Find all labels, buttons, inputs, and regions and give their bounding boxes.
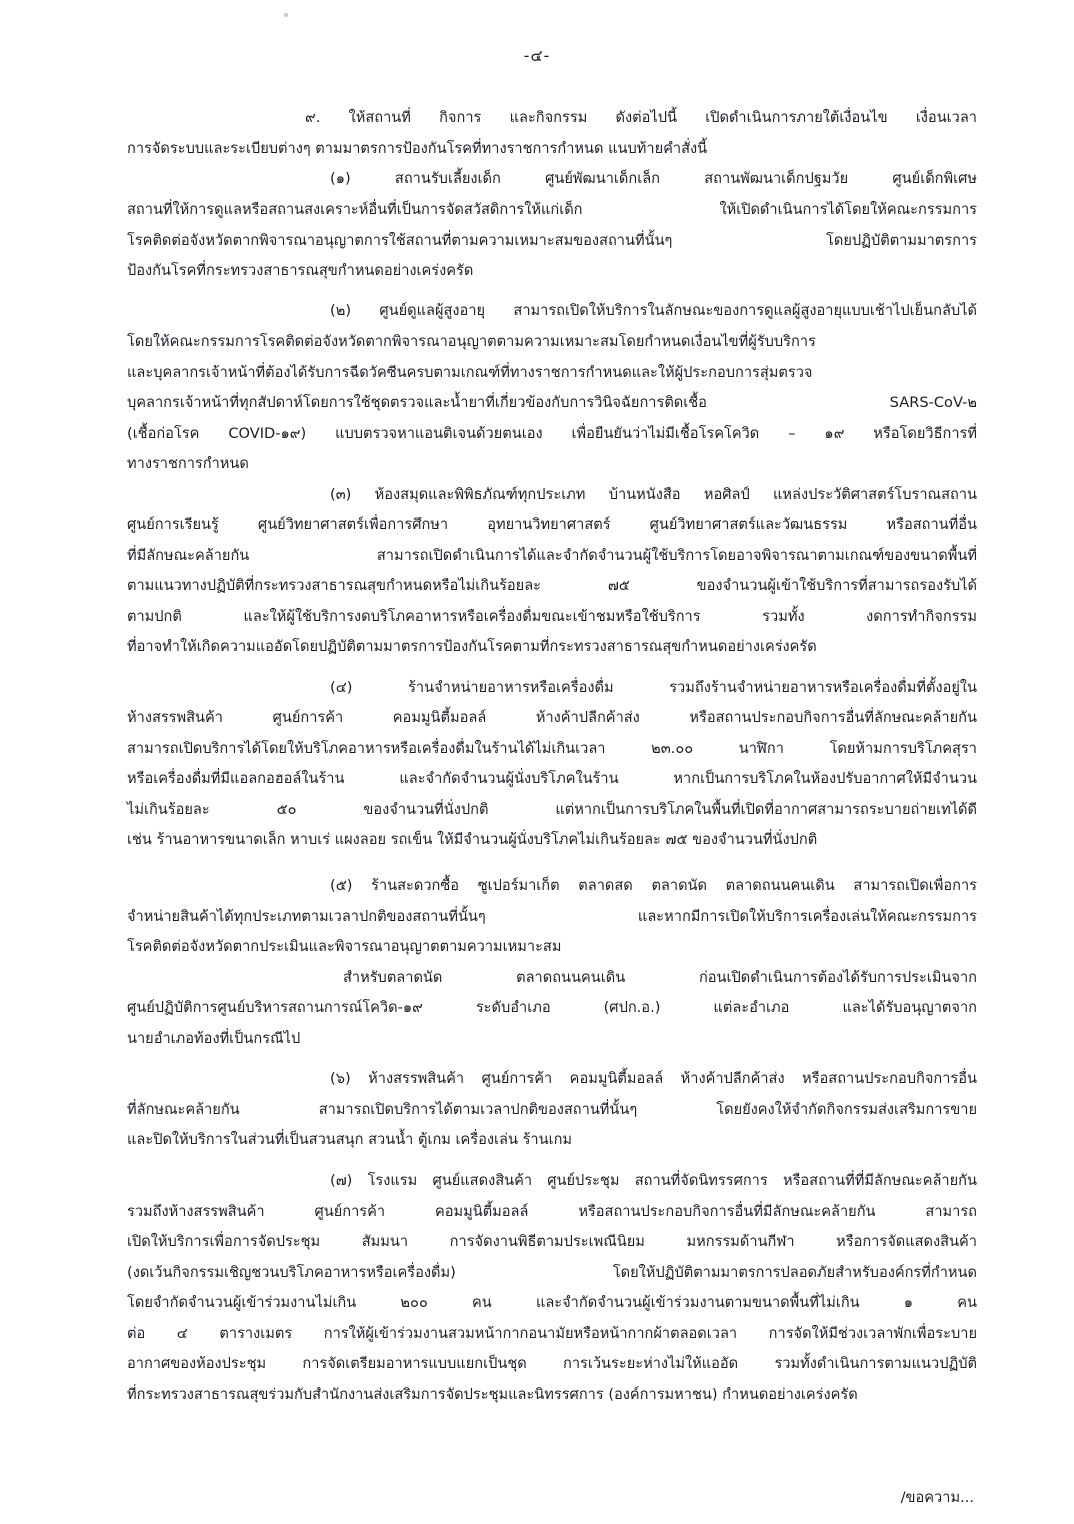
paragraph-line: (๗) โรงแรม ศูนย์แสดงสินค้า ศูนย์ประชุม สถานที่จัดนิทรรศการ หรือสถานที่ที่มีลักษณะคล้ายกัน bbox=[330, 1172, 977, 1189]
continuation-marker: /ขอความ... bbox=[900, 1489, 974, 1506]
paragraph-line: ทางราชการกำหนด bbox=[127, 455, 249, 472]
paragraph-line: รวมถึงห้างสรรพสินค้า ศูนย์การค้า คอมมูนิตี้มอลล์ หรือสถานประกอบกิจการอื่นที่มีลักษณะคล้ายกัน สามารถ bbox=[127, 1203, 977, 1220]
paragraph-line: ที่กระทรวงสาธารณสุขร่วมกับสำนักงานส่งเสริมการจัดประชุมและนิทรรศการ (องค์การมหาชน) กำหนดอย่างเคร่งครัด bbox=[127, 1386, 858, 1403]
page-number: -๔- bbox=[523, 46, 551, 65]
paragraph-line: จำหน่ายสินค้าได้ทุกประเภทตามเวลาปกติของสถานที่นั้นๆ และหากมีการเปิดให้บริการเครื่องเล่นให้คณะกรรมการ bbox=[127, 908, 977, 925]
paragraph-line: (๕) ร้านสะดวกซื้อ ซูเปอร์มาเก็ต ตลาดสด ตลาดนัด ตลาดถนนคนเดิน สามารถเปิดเพื่อการ bbox=[330, 877, 977, 894]
paragraph-line: โดยให้คณะกรรมการโรคติดต่อจังหวัดตากพิจารณาอนุญาตตามความเหมาะสมโดยกำหนดเงื่อนไขที่ผู้รับบริการ bbox=[127, 333, 816, 350]
paragraph-line: ๙. ให้สถานที่ กิจการ และกิจกรรม ดังต่อไปนี้ เปิดดำเนินการภายใต้เงื่อนไข เงื่อนเวลา bbox=[305, 109, 977, 126]
paragraph-line: (งดเว้นกิจกรรมเชิญชวนบริโภคอาหารหรือเครื่องดื่ม) โดยให้ปฏิบัติตามมาตรการปลอดภัยสำหรับองค์กรที่กำหนด bbox=[127, 1264, 977, 1281]
paragraph-line: ตามแนวทางปฏิบัติที่กระทรวงสาธารณสุขกำหนดหรือไม่เกินร้อยละ ๗๕ ของจำนวนผู้เข้าใช้บริการที่สามารถรองรับได้ bbox=[127, 577, 977, 594]
scan-speck bbox=[284, 13, 288, 17]
paragraph-line: (๖) ห้างสรรพสินค้า ศูนย์การค้า คอมมูนิตี้มอลล์ ห้างค้าปลีกค้าส่ง หรือสถานประกอบกิจการอื่น bbox=[330, 1070, 977, 1087]
paragraph-line: สถานที่ให้การดูแลหรือสถานสงเคราะห์อื่นที่เป็นการจัดสวัสดิการให้แก่เด็ก ให้เปิดดำเนินการได้โดยให้คณะกรรมการ bbox=[127, 201, 977, 218]
paragraph-line: บุคลากรเจ้าหน้าที่ทุกสัปดาห์โดยการใช้ชุดตรวจและน้ำยาที่เกี่ยวข้องกับการวินิจฉัยการติดเชื้อ SARS-CoV-๒ bbox=[127, 394, 977, 411]
paragraph-line: โรคติดต่อจังหวัดตากพิจารณาอนุญาตการใช้สถานที่ตามความเหมาะสมของสถานที่นั้นๆ โดยปฏิบัติตามมาตรการ bbox=[127, 232, 977, 249]
paragraph-line: ที่มีลักษณะคล้ายกัน สามารถเปิดดำเนินการได้และจำกัดจำนวนผู้ใช้บริการโดยอาจพิจารณาตามเกณฑ์ของขนาดพื้นที่ bbox=[127, 547, 977, 564]
paragraph-line: ไม่เกินร้อยละ ๕๐ ของจำนวนที่นั่งปกติ แต่หากเป็นการบริโภคในพื้นที่เปิดที่อากาศสามารถระบายถ่ายเทได้ดี bbox=[127, 801, 977, 818]
paragraph-line: ต่อ ๔ ตารางเมตร การให้ผู้เข้าร่วมงานสวมหน้ากากอนามัยหรือหน้ากากผ้าตลอดเวลา การจัดให้มีช่วงเวลาพักเพื่อระบาย bbox=[127, 1325, 977, 1342]
paragraph-line: โรคติดต่อจังหวัดตากประเมินและพิจารณาอนุญาตตามความเหมาะสม bbox=[127, 938, 562, 955]
paragraph-line: ที่ลักษณะคล้ายกัน สามารถเปิดบริการได้ตามเวลาปกติของสถานที่นั้นๆ โดยยังคงให้จำกัดกิจกรรมส่งเสริมการขาย bbox=[127, 1101, 977, 1118]
paragraph-line: ห้างสรรพสินค้า ศูนย์การค้า คอมมูนิตี้มอลล์ ห้างค้าปลีกค้าส่ง หรือสถานประกอบกิจการอื่นที่ลักษณะคล้ายกัน bbox=[127, 709, 977, 726]
paragraph-line: (เชื้อก่อโรค COVID-๑๙) แบบตรวจหาแอนติเจนด้วยตนเอง เพื่อยืนยันว่าไม่มีเชื้อโรคโควิด – ๑๙ หรือโดยวิธีการที่ bbox=[127, 425, 977, 442]
paragraph-line: เช่น ร้านอาหารขนาดเล็ก หาบเร่ แผงลอย รถเข็น ให้มีจำนวนผู้นั่งบริโภคไม่เกินร้อยละ ๗๕ ของจำนวนที่นั่งปกติ bbox=[127, 831, 818, 848]
paragraph-line: และปิดให้บริการในส่วนที่เป็นสวนสนุก สวนน้ำ ตู้เกม เครื่องเล่น ร้านเกม bbox=[127, 1131, 573, 1148]
paragraph-line: สำหรับตลาดนัด ตลาดถนนคนเดิน ก่อนเปิดดำเนินการต้องได้รับการประเมินจาก bbox=[343, 969, 977, 986]
paragraph-line: อากาศของห้องประชุม การจัดเตรียมอาหารแบบแยกเป็นชุด การเว้นระยะห่างไม่ให้แออัด รวมทั้งดำเนินการตามแนวปฏิบัติ bbox=[127, 1355, 977, 1372]
paragraph-line: สามารถเปิดบริการได้โดยให้บริโภคอาหารหรือเครื่องดื่มในร้านได้ไม่เกินเวลา ๒๓.๐๐ นาฬิกา โดยห้ามการบริโภคสุรา bbox=[127, 740, 977, 757]
paragraph-line: (๑) สถานรับเลี้ยงเด็ก ศูนย์พัฒนาเด็กเล็ก สถานพัฒนาเด็กปฐมวัย ศูนย์เด็กพิเศษ bbox=[330, 170, 977, 187]
paragraph-line: ศูนย์การเรียนรู้ ศูนย์วิทยาศาสตร์เพื่อการศึกษา อุทยานวิทยาศาสตร์ ศูนย์วิทยาศาสตร์และวัฒนธรรม หรือสถานที่อื่น bbox=[127, 516, 977, 533]
paragraph-line: (๓) ห้องสมุดและพิพิธภัณฑ์ทุกประเภท บ้านหนังสือ หอศิลป์ แหล่งประวัติศาสตร์โบราณสถาน bbox=[330, 486, 977, 503]
paragraph-line: และบุคลากรเจ้าหน้าที่ต้องได้รับการฉีดวัคซีนครบตามเกณฑ์ที่ทางราชการกำหนดและให้ผู้ประกอบการสุ่มตรวจ bbox=[127, 364, 813, 381]
paragraph-line: โดยจำกัดจำนวนผู้เข้าร่วมงานไม่เกิน ๒๐๐ คน และจำกัดจำนวนผู้เข้าร่วมงานตามขนาดพื้นที่ไม่เกิน ๑ คน bbox=[127, 1294, 977, 1311]
paragraph-line: ศูนย์ปฏิบัติการศูนย์บริหารสถานการณ์โควิด-๑๙ ระดับอำเภอ (ศปก.อ.) แต่ละอำเภอ และได้รับอนุญาตจาก bbox=[127, 999, 977, 1016]
paragraph-line: เปิดให้บริการเพื่อการจัดประชุม สัมมนา การจัดงานพิธีตามประเพณีนิยม มหกรรมด้านกีฬา หรือการจัดแสดงสินค้า bbox=[127, 1233, 977, 1250]
paragraph-line: ตามปกติ และให้ผู้ใช้บริการงดบริโภคอาหารหรือเครื่องดื่มขณะเข้าชมหรือใช้บริการ รวมทั้ง งดการทำกิจกรรม bbox=[127, 608, 977, 625]
paragraph-line: (๔) ร้านจำหน่ายอาหารหรือเครื่องดื่ม รวมถึงร้านจำหน่ายอาหารหรือเครื่องดื่มที่ตั้งอยู่ใน bbox=[330, 679, 977, 696]
paragraph-line: การจัดระบบและระเบียบต่างๆ ตามมาตรการป้องกันโรคที่ทางราชการกำหนด แนบท้ายคำสั่งนี้ bbox=[127, 140, 708, 157]
paragraph-line: นายอำเภอท้องที่เป็นกรณีไป bbox=[127, 1030, 301, 1047]
paragraph-line: หรือเครื่องดื่มที่มีแอลกอฮอล์ในร้าน และจำกัดจำนวนผู้นั่งบริโภคในร้าน หากเป็นการบริโภคในห้องปรับอากาศให้มีจำนวน bbox=[127, 770, 977, 787]
paragraph-line: (๒) ศูนย์ดูแลผู้สูงอายุ สามารถเปิดให้บริการในลักษณะของการดูแลผู้สูงอายุแบบเช้าไปเย็นกลับได้ bbox=[330, 302, 977, 319]
paragraph-line: ป้องกันโรคที่กระทรวงสาธารณสุขกำหนดอย่างเคร่งครัด bbox=[127, 262, 474, 279]
paragraph-line: ที่อาจทำให้เกิดความแออัดโดยปฏิบัติตามมาตรการป้องกันโรคตามที่กระทรวงสาธารณสุขกำหนดอย่างเคร่งครัด bbox=[127, 638, 817, 655]
